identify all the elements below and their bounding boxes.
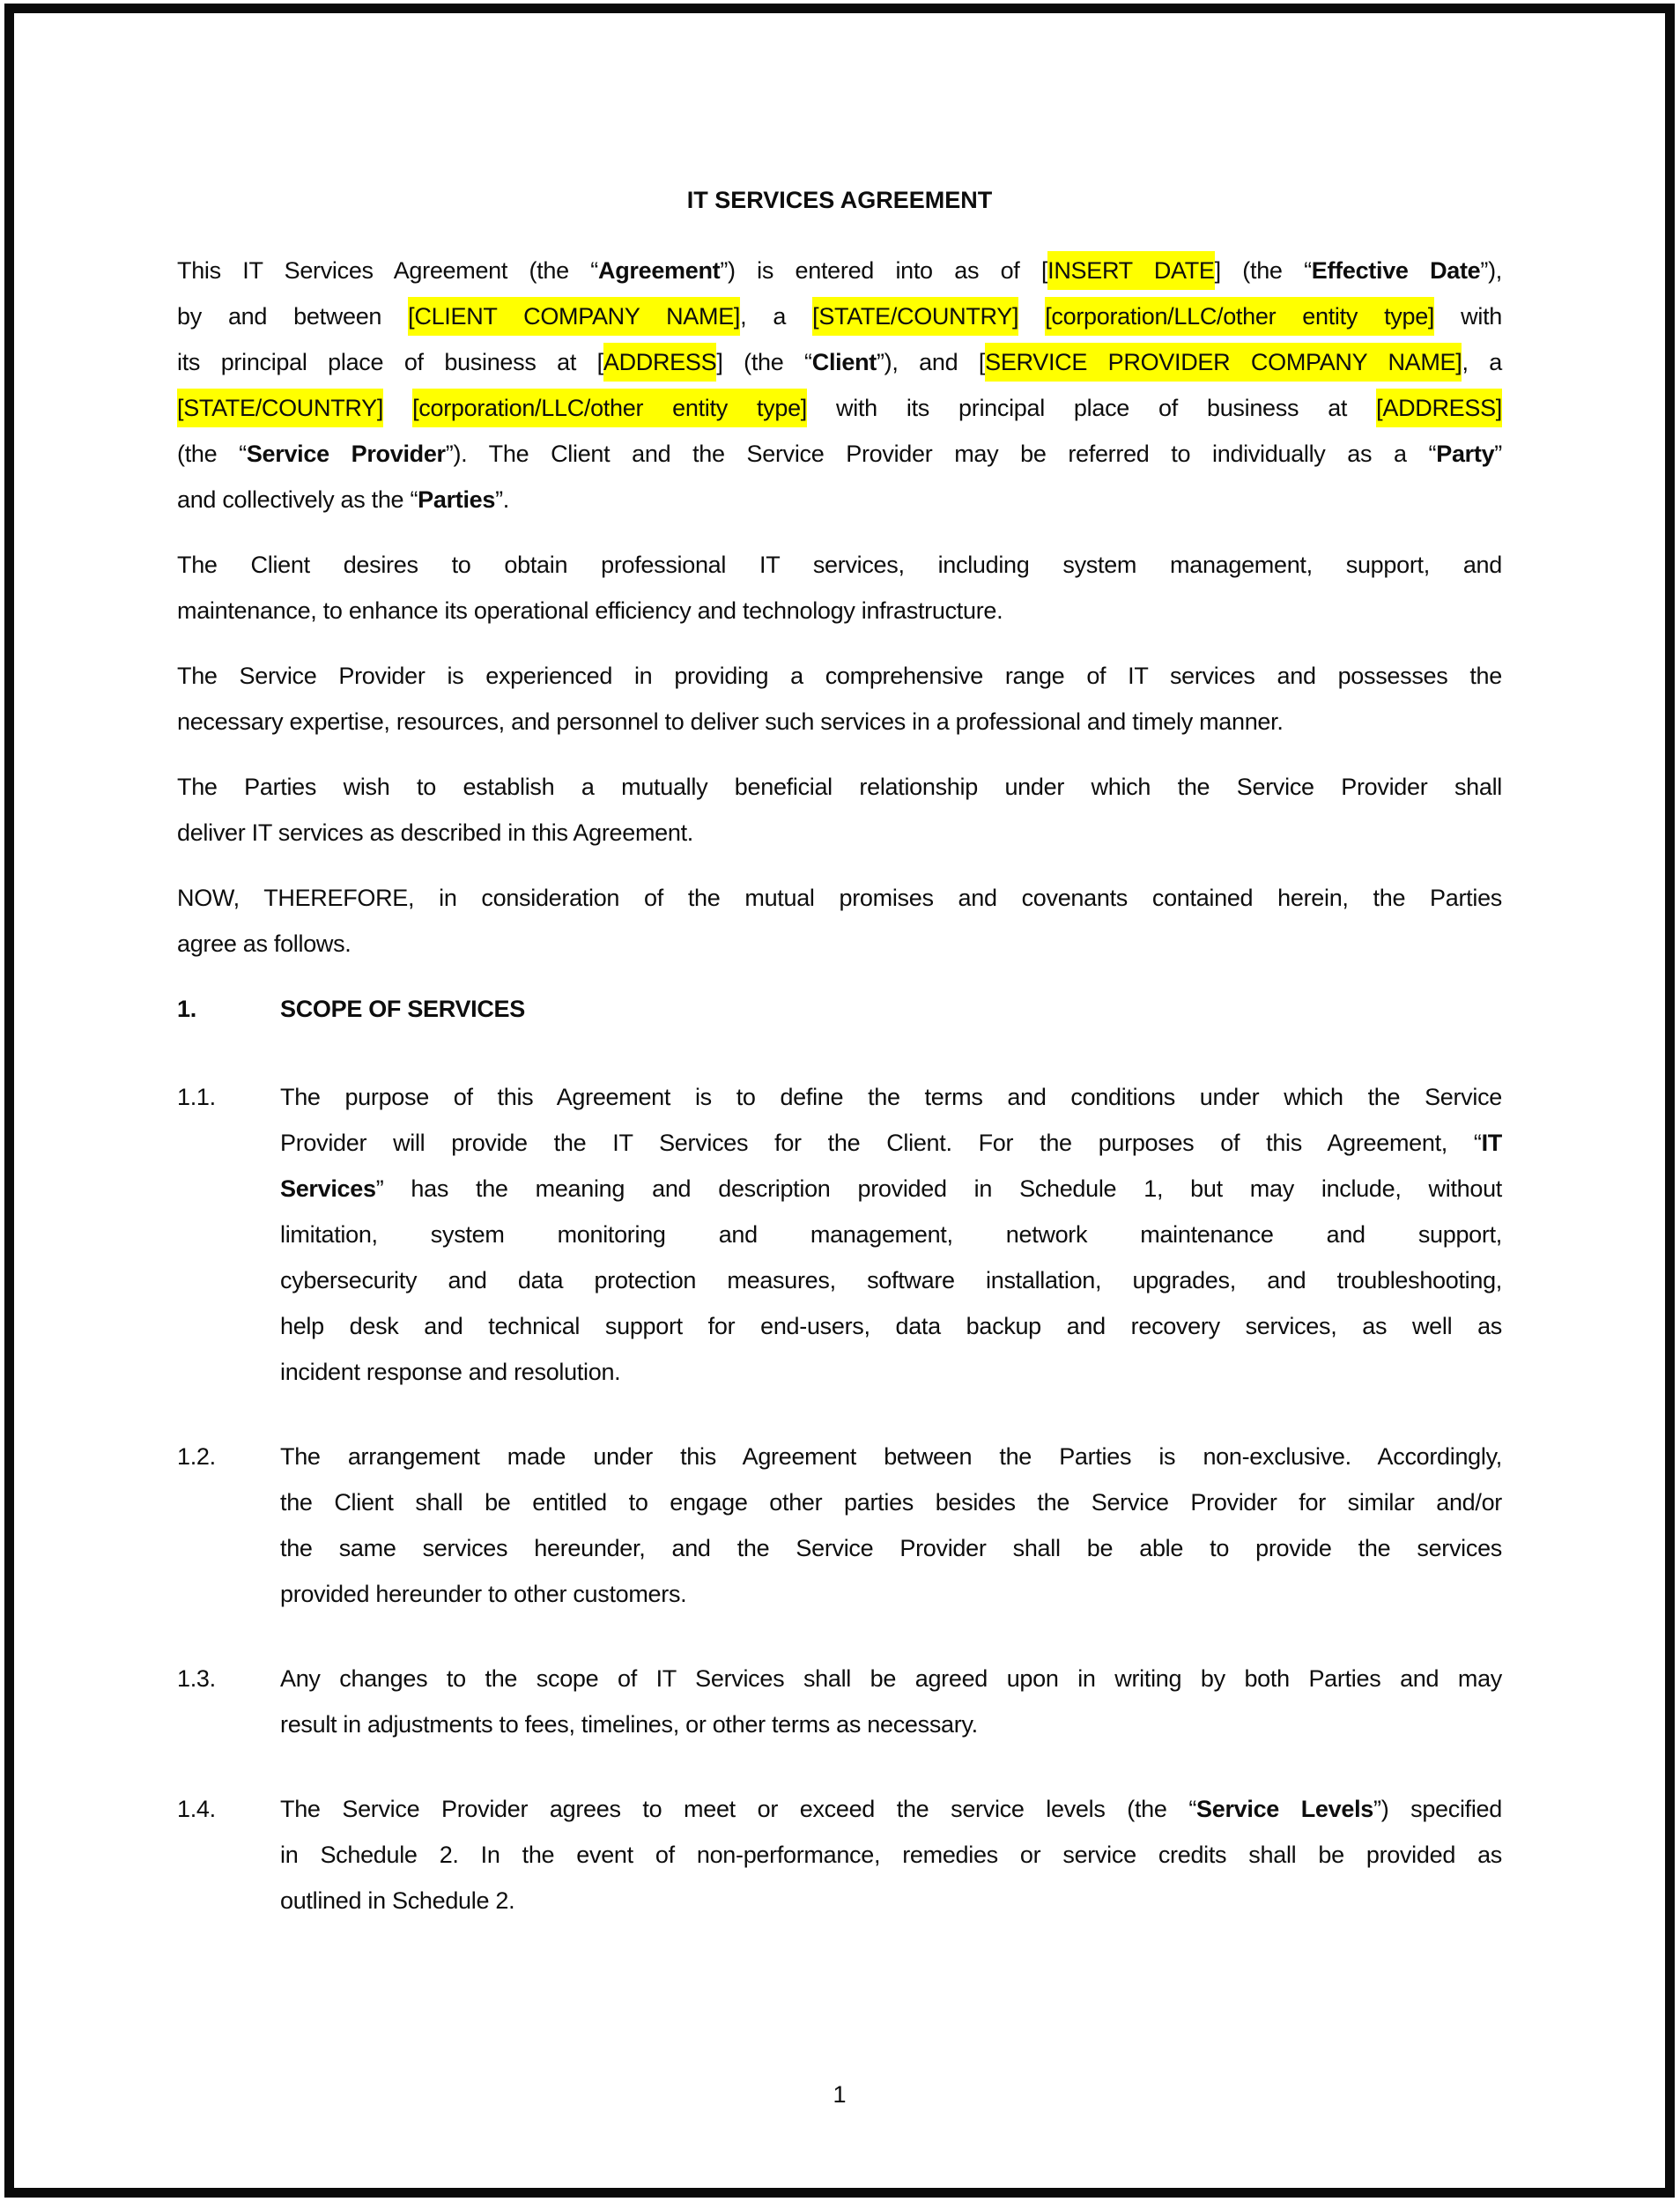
text-run: Any changes to the scope of IT Services shall be agreed upon in writing by both Parties and may: [280, 1665, 1502, 1692]
text-run: ] (the “: [1214, 257, 1312, 284]
section-title: SCOPE OF SERVICES: [280, 996, 525, 1022]
numbered-clause: [177, 1786, 1502, 1924]
clause-number: 1.3.: [177, 1665, 216, 1692]
text-line: [280, 1479, 1502, 1525]
text-line: [280, 1303, 1502, 1349]
highlighted-placeholder: [corporation/LLC/other entity type]: [1045, 297, 1434, 336]
text-line: [177, 293, 1502, 339]
text-run: Client: [811, 349, 877, 375]
text-run: ”: [1494, 441, 1502, 467]
text-line: [177, 477, 1502, 523]
text-run: ] (the “: [716, 349, 812, 375]
text-run: The Parties wish to establish a mutually beneficial relationship under which the Service Provider shall: [177, 774, 1502, 800]
text-run: ”). The Client and the Service Provider may be referred to individually as a “: [445, 441, 1437, 467]
text-run: provided hereunder to other customers.: [280, 1581, 687, 1607]
paragraph: [177, 764, 1502, 856]
section-number: 1.: [177, 996, 196, 1022]
text-run: in Schedule 2. In the event of non-performance, remedies or service credits shall be provided as: [280, 1842, 1502, 1868]
text-line: [177, 764, 1502, 810]
text-run: maintenance, to enhance its operational efficiency and technology infrastructure.: [177, 597, 1003, 624]
text-run: ”),: [1480, 257, 1502, 284]
text-run: Service Provider: [246, 441, 446, 467]
text-run: its principal place of business at [: [177, 349, 603, 375]
clause-number: 1.2.: [177, 1443, 216, 1470]
text-run: ”) specified: [1373, 1796, 1502, 1822]
text-run: , a: [1462, 349, 1502, 375]
text-run: IT: [1481, 1130, 1502, 1156]
text-line: [280, 1434, 1502, 1479]
text-run: necessary expertise, resources, and personnel to deliver such services in a professional and timely manner.: [177, 708, 1284, 735]
page-number: 1: [833, 2081, 847, 2108]
text-run: The Service Provider is experienced in providing a comprehensive range of IT services and possesses the: [177, 663, 1502, 689]
clause-text: [280, 1434, 1502, 1617]
text-run: Party: [1436, 441, 1495, 467]
page-border: [4, 4, 1675, 2198]
clause-number: 1.4.: [177, 1796, 216, 1822]
highlighted-placeholder: [STATE/COUNTRY]: [812, 297, 1018, 336]
clause-text: [280, 1656, 1502, 1747]
text-line: [177, 653, 1502, 699]
text-line: [280, 1120, 1502, 1166]
text-run: deliver IT services as described in this Agreement.: [177, 819, 693, 846]
text-line: [280, 1212, 1502, 1257]
text-run: ”) is entered into as of [: [720, 257, 1048, 284]
text-run: help desk and technical support for end-users, data backup and recovery services, as well as: [280, 1313, 1502, 1339]
text-run: NOW, THEREFORE, in consideration of the mutual promises and covenants contained herein, the Parties: [177, 885, 1502, 911]
text-run: , a: [740, 303, 813, 330]
numbered-clause: [177, 1656, 1502, 1747]
text-line: [280, 1074, 1502, 1120]
paragraph: [177, 875, 1502, 967]
text-line: [280, 1786, 1502, 1832]
text-line: [177, 339, 1502, 385]
text-run: with its principal place of business at: [807, 395, 1377, 421]
paragraph: [177, 653, 1502, 745]
text-run: limitation, system monitoring and management, network maintenance and support,: [280, 1221, 1502, 1248]
clause-number: 1.1.: [177, 1084, 216, 1110]
text-run: The arrangement made under this Agreement between the Parties is non-exclusive. Accordingly,: [280, 1443, 1502, 1470]
highlighted-placeholder: SERVICE PROVIDER COMPANY NAME]: [985, 343, 1462, 382]
text-run: agree as follows.: [177, 930, 352, 957]
text-run: The Client desires to obtain professional IT services, including system management, support, and: [177, 552, 1502, 578]
text-run: Parties: [418, 486, 496, 513]
text-run: result in adjustments to fees, timelines, or other terms as necessary.: [280, 1711, 978, 1738]
document-title: IT SERVICES AGREEMENT: [686, 187, 993, 213]
document-body: [177, 248, 1502, 1924]
text-run: (the “: [177, 441, 247, 467]
section-heading: [177, 986, 1502, 1032]
text-line: [177, 431, 1502, 477]
numbered-clause: [177, 1434, 1502, 1617]
clause-text: [280, 1074, 1502, 1395]
text-run: ”), and [: [876, 349, 986, 375]
text-run: with: [1434, 303, 1502, 330]
text-line: [177, 810, 1502, 856]
paragraph: [177, 248, 1502, 523]
text-run: and collectively as the “: [177, 486, 418, 513]
text-line: [280, 1257, 1502, 1303]
text-line: [280, 1656, 1502, 1701]
highlighted-placeholder: INSERT DATE: [1047, 251, 1215, 290]
highlighted-placeholder: [STATE/COUNTRY]: [177, 389, 383, 427]
text-line: [177, 588, 1502, 634]
text-run: by and between: [177, 303, 409, 330]
text-run: The Service Provider agrees to meet or exceed the service levels (the “: [280, 1796, 1197, 1822]
text-line: [177, 542, 1502, 588]
highlighted-placeholder: ADDRESS: [603, 343, 716, 382]
paragraph: [177, 542, 1502, 634]
text-run: the Client shall be entitled to engage other parties besides the Service Provider for similar and/or: [280, 1489, 1502, 1516]
text-line: [177, 699, 1502, 745]
text-run: The purpose of this Agreement is to define the terms and conditions under which the Service: [280, 1084, 1502, 1110]
text-run: Service Levels: [1196, 1796, 1373, 1822]
text-run: incident response and resolution.: [280, 1359, 621, 1385]
text-run: the same services hereunder, and the Service Provider shall be able to provide the services: [280, 1535, 1502, 1561]
text-run: Services: [280, 1175, 376, 1202]
text-run: outlined in Schedule 2.: [280, 1887, 515, 1914]
text-run: ” has the meaning and description provided in Schedule 1, but may include, without: [375, 1175, 1502, 1202]
text-run: [383, 395, 412, 421]
text-line: [177, 921, 1502, 967]
text-line: [177, 875, 1502, 921]
text-run: Agreement: [598, 257, 721, 284]
text-run: Provider will provide the IT Services for the Client. For the purposes of this Agreement, “: [280, 1130, 1482, 1156]
text-run: ”.: [495, 486, 510, 513]
page-content: [28, 27, 1650, 2167]
clause-text: [280, 1786, 1502, 1924]
text-line: [280, 1832, 1502, 1878]
highlighted-placeholder: [ADDRESS]: [1376, 389, 1502, 427]
highlighted-placeholder: [CLIENT COMPANY NAME]: [408, 297, 740, 336]
text-line: [280, 1571, 1502, 1617]
text-line: [280, 1349, 1502, 1395]
highlighted-placeholder: [corporation/LLC/other entity type]: [412, 389, 807, 427]
text-line: [280, 1701, 1502, 1747]
text-run: [1018, 303, 1045, 330]
text-line: [280, 1166, 1502, 1212]
text-line: [280, 1878, 1502, 1924]
text-line: [177, 248, 1502, 293]
text-run: This IT Services Agreement (the “: [177, 257, 598, 284]
text-run: cybersecurity and data protection measures, software installation, upgrades, and troubleshooting,: [280, 1267, 1502, 1294]
text-line: [177, 385, 1502, 431]
text-run: Effective Date: [1311, 257, 1481, 284]
text-line: [280, 1525, 1502, 1571]
numbered-clause: [177, 1074, 1502, 1395]
